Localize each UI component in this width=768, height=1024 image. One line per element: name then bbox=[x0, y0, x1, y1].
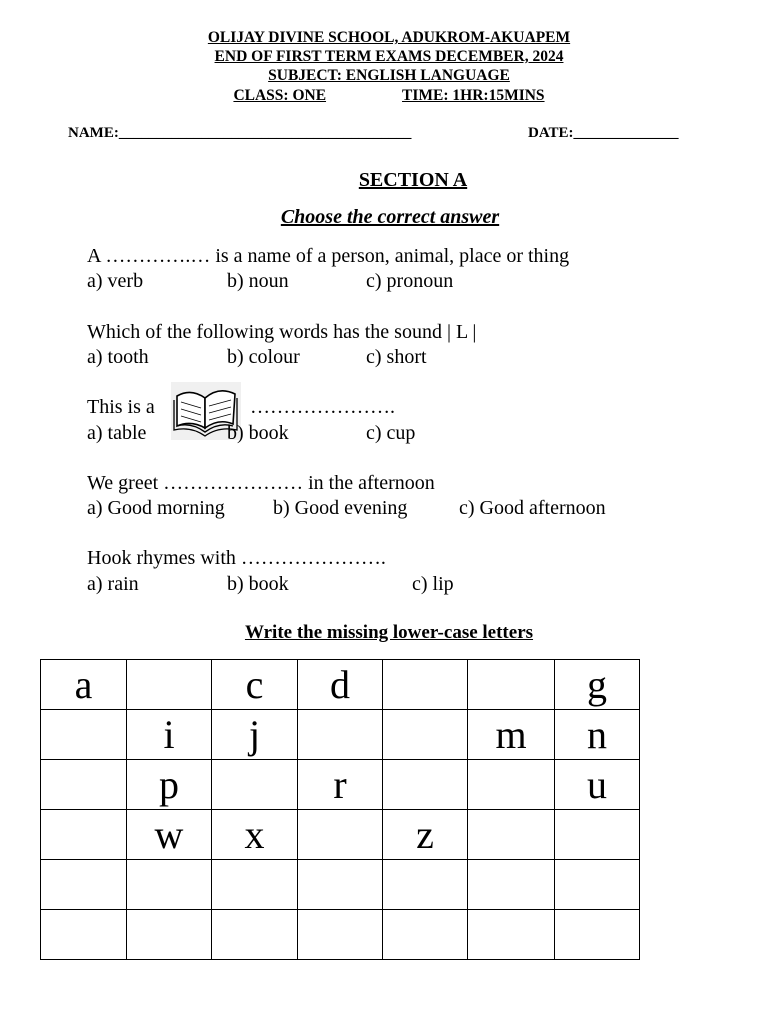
q4-option-a: a) Good morning bbox=[87, 497, 225, 519]
grid-cell[interactable]: z bbox=[383, 810, 468, 860]
exam-title: END OF FIRST TERM EXAMS DECEMBER, 2024 bbox=[214, 48, 564, 65]
grid-cell[interactable]: m bbox=[468, 710, 555, 760]
grid-cell[interactable]: a bbox=[41, 660, 127, 710]
grid-cell[interactable] bbox=[468, 760, 555, 810]
subject-line: SUBJECT: ENGLISH LANGUAGE bbox=[268, 67, 510, 84]
q5-option-b: b) book bbox=[227, 573, 289, 595]
question-1: A ………….… is a name of a person, animal, place or thing bbox=[87, 245, 570, 267]
q5-option-c: c) lip bbox=[412, 573, 454, 595]
q4-option-c: c) Good afternoon bbox=[459, 497, 606, 519]
grid-row bbox=[41, 910, 640, 960]
grid-cell[interactable] bbox=[127, 860, 212, 910]
grid-row bbox=[41, 760, 640, 810]
grid-cell[interactable] bbox=[41, 760, 127, 810]
letters-title: Write the missing lower-case letters bbox=[244, 622, 534, 643]
grid-cell[interactable]: r bbox=[298, 760, 383, 810]
section-title: SECTION A bbox=[358, 169, 468, 191]
grid-cell[interactable]: d bbox=[298, 660, 383, 710]
grid-cell[interactable] bbox=[127, 910, 212, 960]
grid-cell[interactable] bbox=[298, 810, 383, 860]
grid-cell[interactable] bbox=[41, 810, 127, 860]
grid-cell[interactable] bbox=[468, 860, 555, 910]
grid-cell[interactable] bbox=[555, 810, 640, 860]
grid-cell[interactable] bbox=[468, 810, 555, 860]
date-field: DATE:______________ bbox=[528, 125, 679, 141]
q1-option-a: a) verb bbox=[87, 270, 144, 292]
grid-cell[interactable] bbox=[468, 910, 555, 960]
instruction: Choose the correct answer bbox=[280, 206, 500, 228]
q3-option-a: a) table bbox=[87, 422, 147, 444]
name-field: NAME:_______________________________________ bbox=[68, 125, 412, 141]
grid-cell[interactable] bbox=[41, 710, 127, 760]
q3-option-c: c) cup bbox=[366, 422, 416, 444]
grid-cell[interactable] bbox=[555, 910, 640, 960]
grid-cell[interactable] bbox=[298, 710, 383, 760]
grid-cell[interactable]: p bbox=[127, 760, 212, 810]
grid-cell[interactable]: x bbox=[212, 810, 298, 860]
grid-cell[interactable] bbox=[212, 910, 298, 960]
grid-cell[interactable] bbox=[383, 860, 468, 910]
grid-cell[interactable]: w bbox=[127, 810, 212, 860]
class-label: CLASS: ONE bbox=[233, 87, 327, 104]
grid-row bbox=[41, 860, 640, 910]
grid-cell[interactable] bbox=[212, 860, 298, 910]
grid-cell[interactable] bbox=[383, 760, 468, 810]
school-name: OLIJAY DIVINE SCHOOL, ADUKROM-AKUAPEM bbox=[207, 29, 571, 46]
question-2: Which of the following words has the sound | L | bbox=[87, 321, 477, 343]
q2-option-a: a) tooth bbox=[87, 346, 149, 368]
class-time-line bbox=[0, 86, 768, 106]
grid-cell[interactable] bbox=[298, 860, 383, 910]
grid-cell[interactable] bbox=[468, 660, 555, 710]
q1-option-b: b) noun bbox=[227, 270, 289, 292]
grid-row bbox=[41, 660, 640, 710]
grid-cell[interactable]: j bbox=[212, 710, 298, 760]
grid-cell[interactable] bbox=[127, 660, 212, 710]
question-3-start: This is a bbox=[87, 396, 155, 418]
question-3-end: …………………. bbox=[250, 396, 395, 418]
grid-cell[interactable]: u bbox=[555, 760, 640, 810]
time-label: TIME: 1HR:15MINS bbox=[402, 87, 545, 104]
grid-cell[interactable] bbox=[383, 710, 468, 760]
grid-row bbox=[41, 810, 640, 860]
question-4: We greet ………………… in the afternoon bbox=[87, 472, 435, 494]
q3-option-b: b) book bbox=[227, 422, 289, 444]
grid-cell[interactable] bbox=[212, 760, 298, 810]
q2-option-c: c) short bbox=[366, 346, 427, 368]
grid-cell[interactable] bbox=[41, 860, 127, 910]
grid-cell[interactable]: g bbox=[555, 660, 640, 710]
q2-option-b: b) colour bbox=[227, 346, 300, 368]
question-5: Hook rhymes with …………………. bbox=[87, 547, 386, 569]
grid-cell[interactable] bbox=[41, 910, 127, 960]
grid-cell[interactable] bbox=[383, 660, 468, 710]
grid-cell[interactable] bbox=[555, 860, 640, 910]
q1-option-c: c) pronoun bbox=[366, 270, 454, 292]
grid-cell[interactable]: c bbox=[212, 660, 298, 710]
q4-option-b: b) Good evening bbox=[273, 497, 408, 519]
grid-cell[interactable]: i bbox=[127, 710, 212, 760]
grid-cell[interactable] bbox=[298, 910, 383, 960]
grid-row bbox=[41, 710, 640, 760]
grid-cell[interactable]: n bbox=[555, 710, 640, 760]
grid-cell[interactable] bbox=[383, 910, 468, 960]
q5-option-a: a) rain bbox=[87, 573, 139, 595]
letters-grid bbox=[40, 659, 640, 960]
